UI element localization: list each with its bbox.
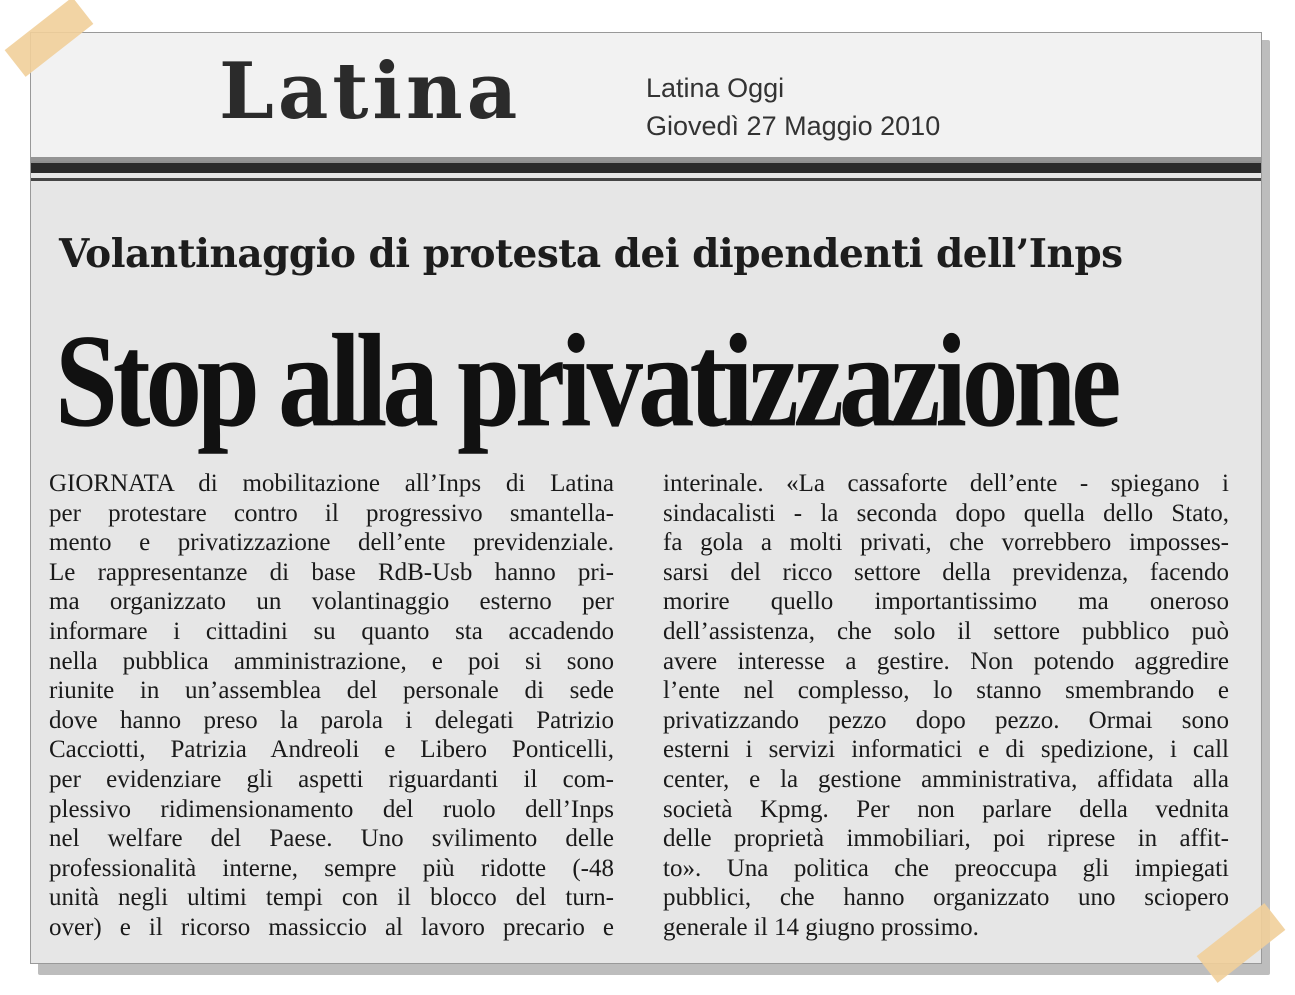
body-line: GIORNATA di mobilitazione all’Inps di Latina xyxy=(49,470,614,497)
body-line: interinale. «La cassaforte dell’ente - spiegano i xyxy=(663,470,1229,497)
article-column-left xyxy=(49,469,614,943)
publication-info xyxy=(646,69,1046,145)
body-line: morire quello importantissimo ma oneroso xyxy=(663,588,1229,616)
masthead-divider xyxy=(31,178,1261,181)
body-line: avere interesse a gestire. Non potendo aggredire xyxy=(663,647,1229,675)
body-line: Cacciotti, Patrizia Andreoli e Libero Ponticelli, xyxy=(49,736,614,764)
section-title: Latina xyxy=(219,46,522,137)
body-line: to». Una politica che preoccupa gli impiegati xyxy=(663,854,1229,882)
newspaper-name: Latina Oggi xyxy=(646,73,785,103)
masthead xyxy=(31,33,1261,161)
body-line: privatizzando pezzo dopo pezzo. Ormai sono xyxy=(663,706,1229,734)
body-line: center, e la gestione amministrativa, affidata alla xyxy=(663,765,1229,793)
body-line: pubblici, che hanno organizzato uno sciopero xyxy=(663,884,1229,912)
body-line: dove hanno preso la parola i delegati Patrizio xyxy=(49,706,614,734)
newspaper-clipping xyxy=(30,32,1262,964)
body-line: per protestare contro il progressivo smantella- xyxy=(49,499,614,527)
body-line: esterni i servizi informatici e di spedizione, i call xyxy=(663,736,1229,764)
body-line: mento e privatizzazione dell’ente previdenziale. xyxy=(49,529,614,557)
body-line: unità negli ultimi tempi con il blocco del turn- xyxy=(49,884,614,912)
body-line: over) e il ricorso massiccio al lavoro precario e xyxy=(49,913,614,941)
body-line: l’ente nel complesso, lo stanno smembrando e xyxy=(663,677,1229,705)
body-line: sindacalisti - la seconda dopo quella dello Stato, xyxy=(663,499,1229,527)
body-line: dell’assistenza, che solo il settore pubblico può xyxy=(663,617,1229,645)
body-line: professionalità interne, sempre più ridotte (-48 xyxy=(49,854,614,882)
body-line: informare i cittadini su quanto sta accadendo xyxy=(49,617,614,645)
article-subheadline: Volantinaggio di protesta dei dipendenti dell’Inps xyxy=(59,231,1123,277)
body-line: nel welfare del Paese. Uno svilimento delle xyxy=(49,825,614,853)
body-line: riunite in un’assemblea del personale di sede xyxy=(49,677,614,705)
publication-date: Giovedì 27 Maggio 2010 xyxy=(646,111,941,141)
body-line: delle proprietà immobiliari, poi riprese in affit- xyxy=(663,825,1229,853)
body-line: Le rappresentanze di base RdB-Usb hanno pri- xyxy=(49,558,614,586)
body-line: per evidenziare gli aspetti riguardanti il com- xyxy=(49,765,614,793)
body-line: ma organizzato un volantinaggio esterno per xyxy=(49,588,614,616)
body-line: plessivo ridimensionamento del ruolo dell’Inps xyxy=(49,795,614,823)
body-line: generale il 14 giugno prossimo. xyxy=(663,913,979,941)
body-line: società Kpmg. Per non parlare della vednita xyxy=(663,795,1229,823)
body-line: fa gola a molti privati, che vorrebbero imposses- xyxy=(663,529,1229,557)
body-line: nella pubblica amministrazione, e poi si sono xyxy=(49,647,614,675)
article-column-right xyxy=(663,469,1229,943)
article-headline: Stop alla privatizzazione xyxy=(55,307,1117,455)
masthead-rule xyxy=(31,163,1261,173)
body-line: sarsi del ricco settore della previdenza, facendo xyxy=(663,558,1229,586)
